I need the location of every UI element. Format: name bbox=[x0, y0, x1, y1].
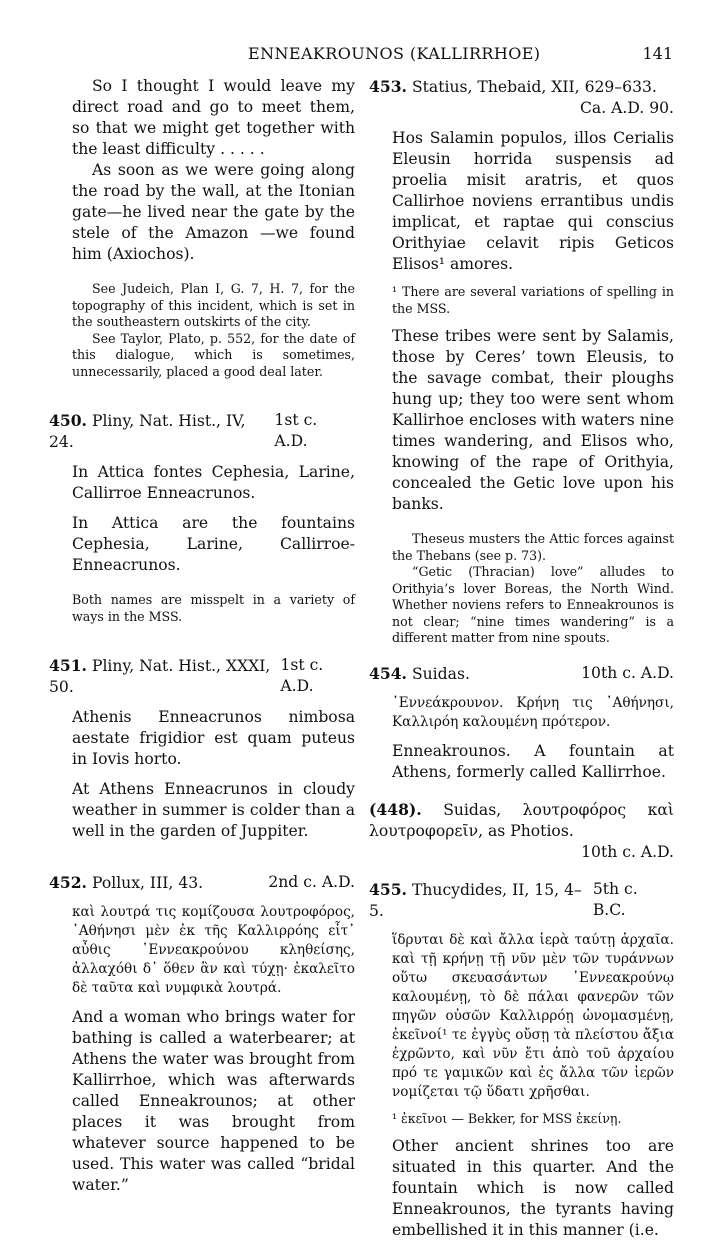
source-text-greek: ἵδρυται δὲ καὶ ἄλλα ἱερὰ ταύτῃ ἀρχαῖα. καὶ τῇ κρήνῃ τῇ νῦν μὲν τῶν τυράννων οὕτω σκευασάντων ᾿Εννεακρούνῳ καλουμένῃ, τὸ δὲ πάλαι φανερῶν τῶν πηγῶν οὐσῶν Καλλιρρόῃ ὠνομασμένῃ, ἐκεῖνοί¹ τε ἐγγὺς οὔσῃ τὰ πλείστου ἄξια ἐχρῶντο, καὶ νῦν ἔτι ἀπὸ τοῦ ἀρχαίου πρό τε γαμικῶν καὶ ἐς ἄλλα τῶν ἱερῶν νομίζεται τῷ ὕδατι χρῆσθαι. bbox=[392, 931, 674, 1102]
entry-date: 10th c. A.D. bbox=[581, 663, 674, 685]
entry-date: 5th c. B.C. bbox=[593, 879, 674, 922]
entry-date: 2nd c. A.D. bbox=[268, 872, 355, 894]
entry-source: Statius, Thebaid, XII, 629–633. bbox=[412, 78, 657, 96]
source-text-latin: Hos Salamin populos, illos Cerialis Eleusin horrida suspensis ad proelia misit aratris, et quos Callirhoe noviens errantibus undis implicat, et raptae qui conscius Orithyiae celavit ripis Geticos Elisos¹ amores. bbox=[392, 128, 674, 275]
commentary-note: See Taylor, Plato, p. 552, for the date of this dialogue, which is sometimes, unnecessarily, placed a good deal later. bbox=[72, 331, 355, 381]
entry-heading bbox=[49, 410, 355, 453]
entry-451 bbox=[49, 655, 355, 842]
footnote: ¹ There are several variations of spelling in the MSS. bbox=[392, 284, 674, 317]
translation: These tribes were sent by Salamis, those by Ceres’ town Eleusis, to the savage combat, their ploughs hung up; they too were sent whom Kallirhoe encloses with waters nine times wandering, and Elisos who, knowing of the rape of Orithyia, concealed the Getic love upon his banks. bbox=[392, 326, 674, 515]
continuation-paragraph: As soon as we were going along the road by the wall, at the Itonian gate—he lived near the gate by the stele of the Amazon —we found him (Axiochos). bbox=[72, 160, 355, 265]
entry-heading bbox=[369, 663, 674, 685]
entry-heading bbox=[369, 76, 674, 98]
entry-source: Suidas, λουτροφόρος καὶ λουτροφορεῖν, as Photios. bbox=[369, 801, 674, 840]
left-column bbox=[49, 76, 355, 1196]
translation: And a woman who brings water for bathing is called a waterbearer; at Athens the water was brought from Kallirrhoe, which was afterwards called Enneakrounos; at other places it was brought from whatever source happened to be used. This water was called “bridal water.” bbox=[72, 1007, 355, 1196]
right-column bbox=[369, 76, 674, 1241]
entry-449-continuation bbox=[49, 76, 355, 380]
entry-heading bbox=[49, 872, 355, 894]
footnote: ¹ ἐκεῖνοι — Bekker, for MSS ἐκείνῃ. bbox=[392, 1111, 674, 1128]
translation: Enneakrounos. A fountain at Athens, formerly called Kallirrhoe. bbox=[392, 741, 674, 783]
entry-453 bbox=[369, 76, 674, 647]
source-text-greek: καὶ λουτρά τις κομίζουσα λουτροφόρος, ᾿Αθήνησι μὲν ἐκ τῆς Καλλιρρόης εἶτ᾿ αὖθις ᾿Εννεακρούνου κληθείσης, ἀλλαχόθι δ᾿ ὅθεν ἂν καὶ τύχῃ· ἐκαλεῖτο δὲ ταῦτα καὶ νυμφικὰ λουτρά. bbox=[72, 903, 355, 998]
entry-source: Pollux, III, 43. bbox=[92, 874, 203, 892]
entry-date: 10th c. A.D. bbox=[369, 842, 674, 863]
entry-date: 1st c. A.D. bbox=[280, 655, 355, 698]
entry-source: Pliny, Nat. Hist., XXXI, 50. bbox=[49, 657, 270, 696]
entry-450 bbox=[49, 410, 355, 625]
entry-date: 1st c. A.D. bbox=[274, 410, 355, 453]
commentary-note: Both names are misspelt in a variety of ways in the MSS. bbox=[72, 592, 355, 625]
entry-date: Ca. A.D. 90. bbox=[369, 98, 674, 119]
entry-number: (448). bbox=[369, 800, 422, 819]
entry-heading bbox=[49, 655, 355, 698]
entry-source: Suidas. bbox=[412, 665, 470, 683]
translation: In Attica are the fountains Cephesia, Larine, Callirroe-Enneacrunos. bbox=[72, 513, 355, 576]
continuation-paragraph: So I thought I would leave my direct road and go to meet them, so that we might get together with the least difficulty . . . . . bbox=[72, 76, 355, 160]
entry-number: 453. bbox=[369, 77, 407, 96]
commentary-note: Theseus musters the Attic forces against the Thebans (see p. 73). bbox=[392, 531, 674, 564]
entry-number: 451. bbox=[49, 656, 87, 675]
entry-number: 454. bbox=[369, 664, 407, 683]
entry-source: Thucydides, II, 15, 4–5. bbox=[369, 881, 582, 920]
entry-source: Pliny, Nat. Hist., IV, 24. bbox=[49, 412, 246, 451]
source-text-greek: ᾿Εννεάκρουνον. Κρήνη τις ᾿Αθήνησι, Καλλιρόη καλουμένη πρότερον. bbox=[392, 694, 674, 732]
entry-heading bbox=[369, 879, 674, 922]
entry-number: 452. bbox=[49, 873, 87, 892]
running-header bbox=[0, 44, 725, 68]
translation: At Athens Enneacrunos in cloudy weather in summer is colder than a well in the garden of Juppiter. bbox=[72, 779, 355, 842]
entry-heading bbox=[369, 799, 674, 842]
commentary-note: “Getic (Thracian) love” alludes to Orithyia’s lover Boreas, the North Wind. Whether noviens refers to Enneakrounos is not clear; “nine times wandering” is a different matter from nine spouts. bbox=[392, 564, 674, 647]
source-text-latin: In Attica fontes Cephesia, Larine, Callirroe Enneacrunos. bbox=[72, 462, 355, 504]
entry-452 bbox=[49, 872, 355, 1196]
commentary-note: See Judeich, Plan I, G. 7, H. 7, for the topography of this incident, which is set in the southeastern outskirts of the city. bbox=[72, 281, 355, 331]
entry-448-cross-reference bbox=[369, 799, 674, 863]
entry-number: 450. bbox=[49, 411, 87, 430]
entry-455 bbox=[369, 879, 674, 1241]
entry-454 bbox=[369, 663, 674, 783]
running-title: ENNEAKROUNOS (KALLIRRHOE) bbox=[248, 44, 540, 63]
source-text-latin: Athenis Enneacrunos nimbosa aestate frigidior est quam puteus in Iovis horto. bbox=[72, 707, 355, 770]
translation: Other ancient shrines too are situated in this quarter. And the fountain which is now called Enneakrounos, the tyrants having embellished it in this manner (i.e. bbox=[392, 1136, 674, 1241]
page-number: 141 bbox=[642, 44, 673, 63]
entry-number: 455. bbox=[369, 880, 407, 899]
